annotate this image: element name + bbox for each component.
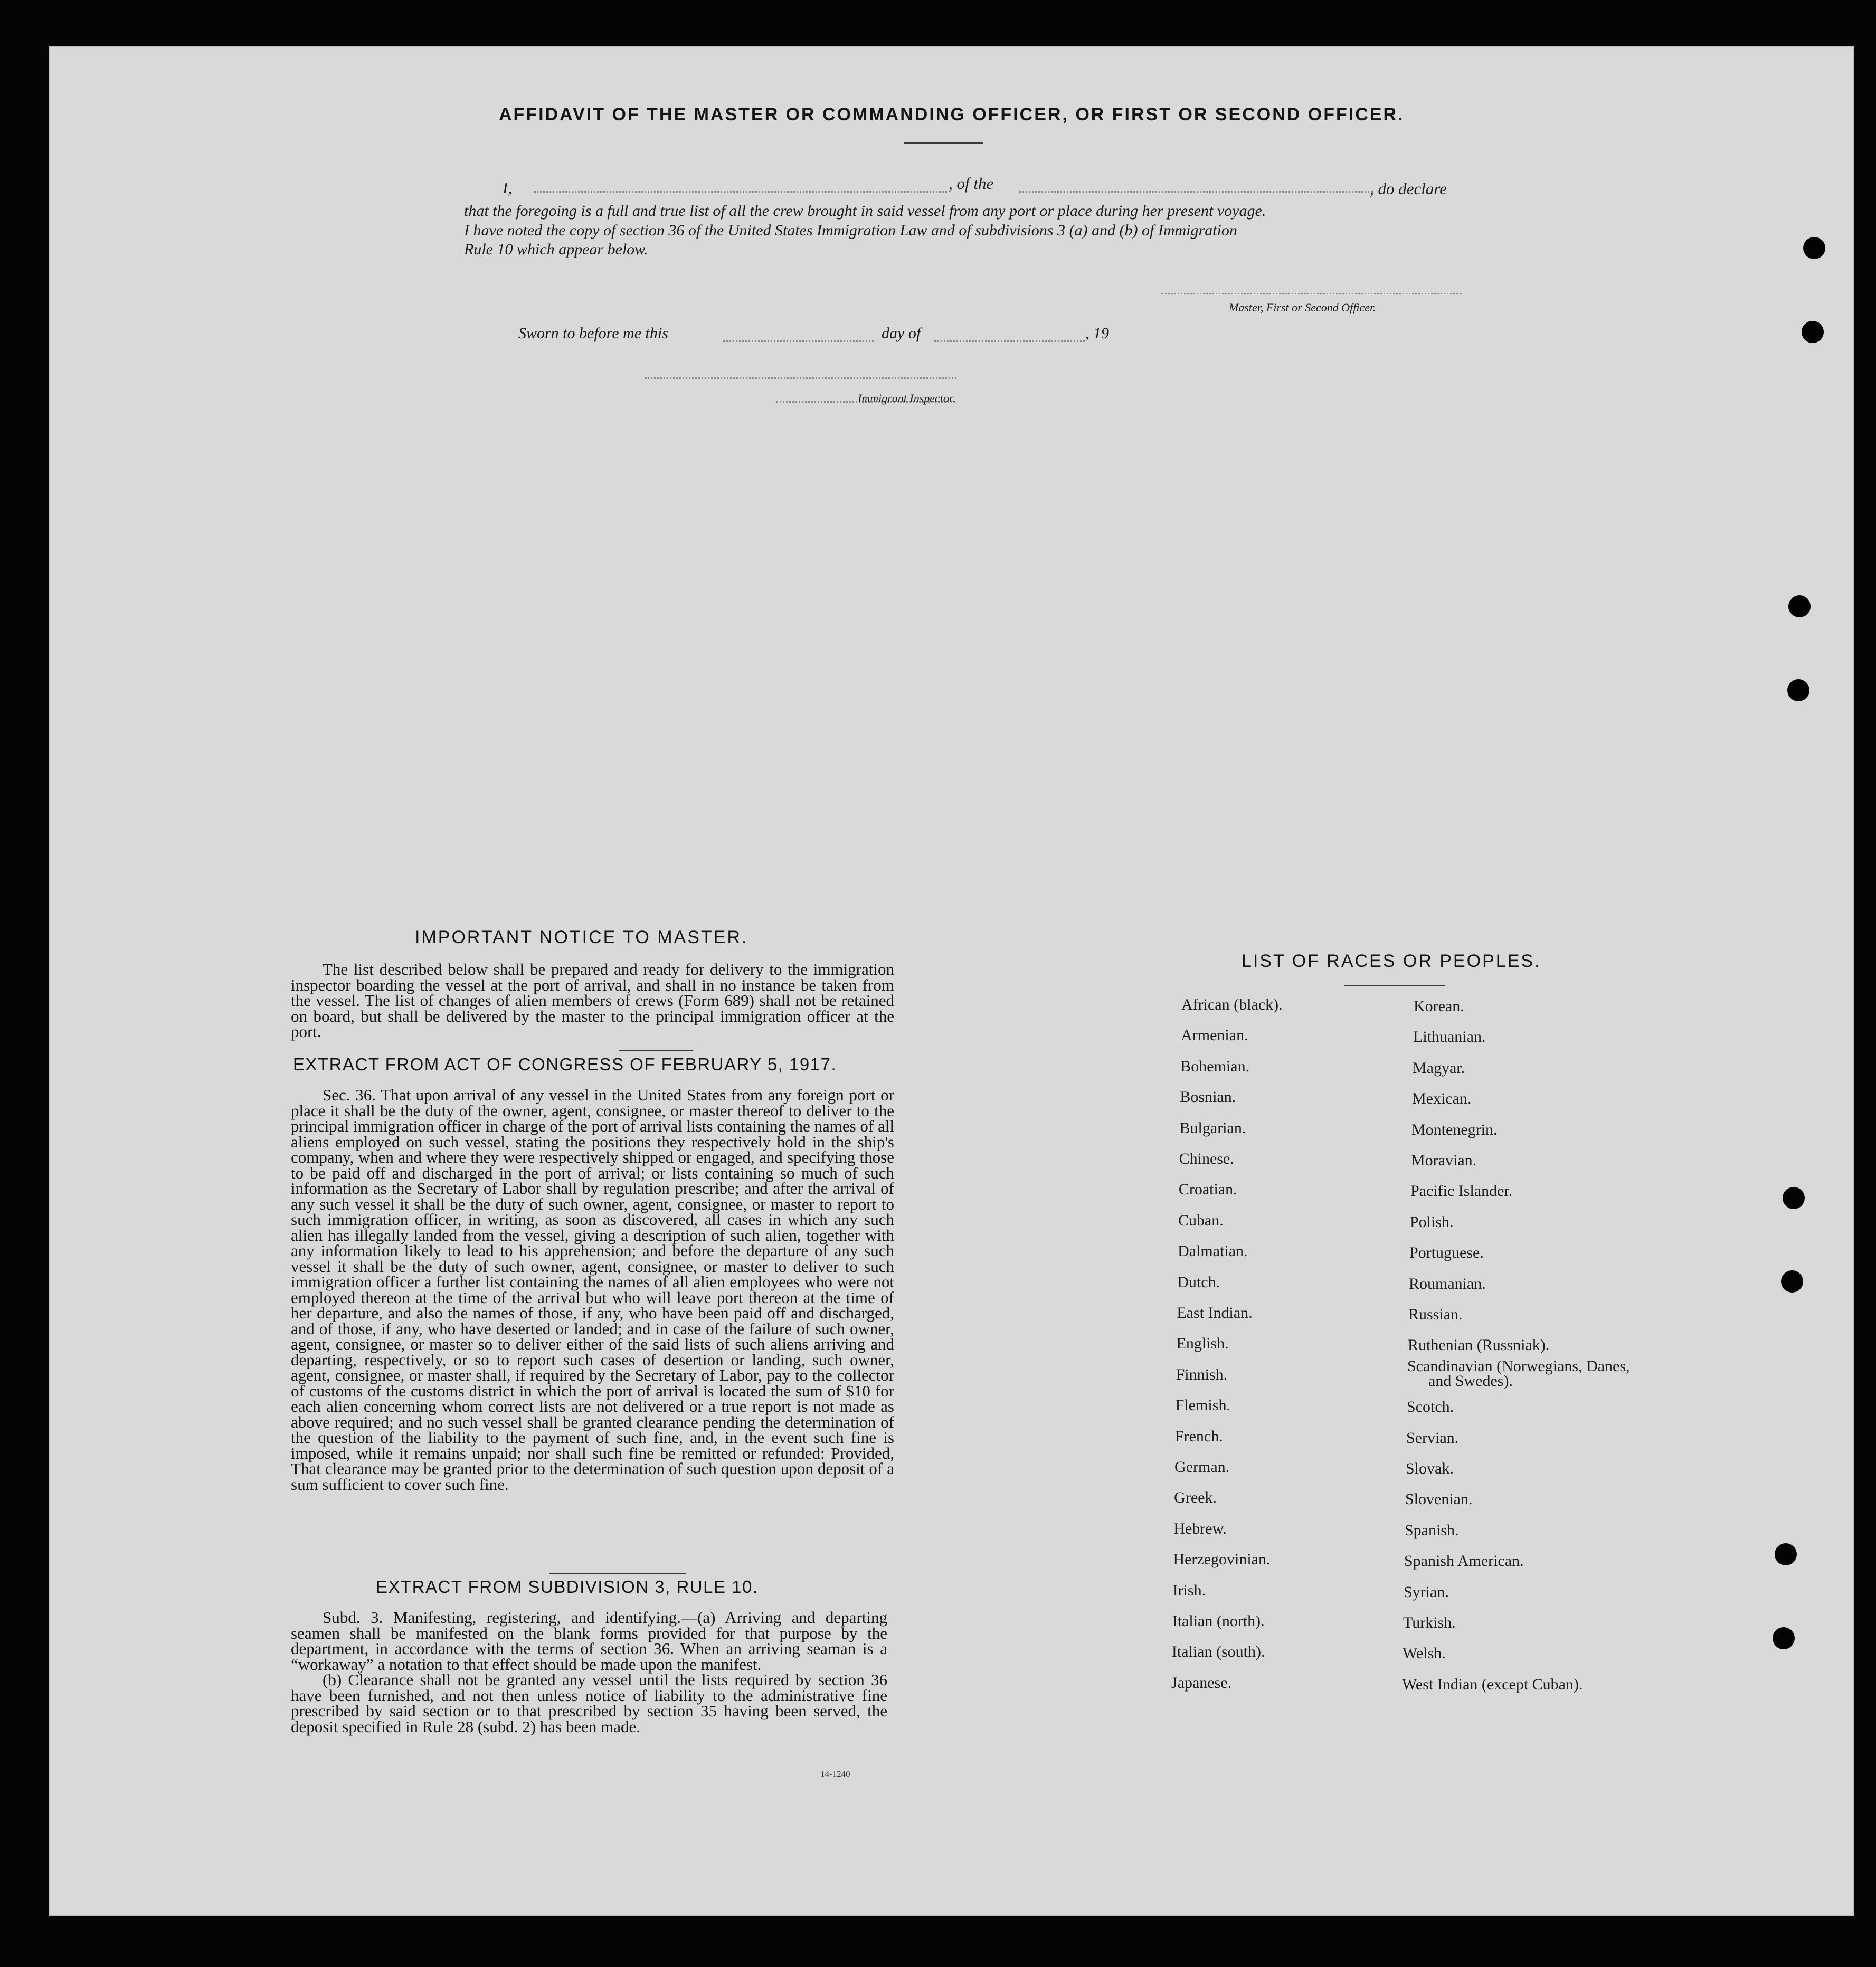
- punch-hole: [1803, 237, 1825, 259]
- affidavit-i-label: I,: [503, 178, 513, 197]
- race-item: Russian.: [1408, 1306, 1463, 1323]
- vessel-field[interactable]: [1019, 191, 1373, 193]
- sworn-month-field[interactable]: [934, 340, 1085, 342]
- master-signature-label: Master, First or Second Officer.: [1229, 301, 1376, 314]
- race-item: Welsh.: [1403, 1645, 1446, 1662]
- races-title: LIST OF RACES OR PEOPLES.: [1242, 951, 1541, 971]
- race-item: English.: [1176, 1335, 1229, 1353]
- race-item: Ruthenian (Russniak).: [1408, 1336, 1550, 1354]
- race-item: Syrian.: [1404, 1583, 1449, 1601]
- race-item: Greek.: [1174, 1489, 1217, 1507]
- affidavit-declare-label: , do declare: [1370, 179, 1447, 198]
- race-item: Roumanian.: [1409, 1275, 1486, 1293]
- race-item: Magyar.: [1413, 1059, 1465, 1077]
- punch-hole: [1775, 1543, 1797, 1565]
- title-rule: [904, 142, 983, 144]
- races-rule: [1344, 985, 1445, 986]
- sworn-label: Sworn to before me this: [518, 325, 668, 342]
- race-item: Lithuanian.: [1413, 1028, 1486, 1046]
- act-title: EXTRACT FROM ACT OF CONGRESS OF FEBRUARY 5, 1917.: [293, 1054, 837, 1074]
- master-signature-field[interactable]: [1161, 293, 1462, 294]
- race-item: Flemish.: [1175, 1396, 1230, 1414]
- name-field[interactable]: [534, 191, 947, 193]
- race-item: Dalmatian.: [1178, 1242, 1248, 1260]
- notice-text: [291, 962, 894, 1040]
- race-item: Irish.: [1172, 1581, 1206, 1599]
- race-item: Spanish.: [1405, 1521, 1459, 1539]
- notice-paragraph: The list described below shall be prepared and ready for delivery to the immigration inspector boarding the vessel at the port of arrival, and shall in no instance be taken from the vessel. The list of changes of alien members of crews (Form 689) shall not be retained on board, but shall be delivered by the master to the principal immigration officer at the port.: [291, 960, 894, 1041]
- affidavit-title: AFFIDAVIT OF THE MASTER OR COMMANDING OFFICER, OR FIRST OR SECOND OFFICER.: [499, 104, 1405, 125]
- race-item: Moravian.: [1411, 1152, 1477, 1169]
- race-item: Croatian.: [1178, 1181, 1237, 1199]
- race-item: Korean.: [1414, 997, 1464, 1015]
- affidavit-of-the-label: , of the: [949, 174, 994, 193]
- race-item: Scandinavian (Norwegians, Danes, and Swedes).: [1407, 1357, 1630, 1390]
- rule-paragraph-b: (b) Clearance shall not be granted any vessel until the lists required by section 36 have been furnished, and not then unless notice of liability to the administrative fine prescribed by said section or to that prescribed by section 35 having been served, the deposit specified in Rule 28 (subd. 2) has been made.: [291, 1670, 887, 1736]
- rule-title: EXTRACT FROM SUBDIVISION 3, RULE 10.: [376, 1577, 759, 1597]
- rule-paragraph-a: Subd. 3. Manifesting, registering, and identifying.—(a) Arriving and departing seamen shall be manifested on the blank forms provided for that purpose by the department, in accordance with the terms of section 36. When an arriving seaman is a “workaway” a notation to that effect should be made upon the manifest.: [291, 1608, 887, 1674]
- punch-hole: [1781, 1270, 1803, 1293]
- affidavit-line-4: Rule 10 which appear below.: [464, 241, 648, 258]
- race-item: Bulgarian.: [1179, 1119, 1246, 1137]
- rule-text: [291, 1610, 887, 1734]
- race-item: Finnish.: [1176, 1365, 1228, 1383]
- race-item: Servian.: [1406, 1429, 1459, 1447]
- race-item: Armenian.: [1181, 1027, 1248, 1044]
- race-item: Bosnian.: [1180, 1088, 1236, 1106]
- race-item: Spanish American.: [1404, 1552, 1524, 1570]
- day-of-label: day of: [882, 325, 921, 342]
- race-item: African (black).: [1181, 996, 1283, 1013]
- race-item: Polish.: [1410, 1213, 1454, 1231]
- act-paragraph: Sec. 36. That upon arrival of any vessel in the United States from any foreign port or place it shall be the duty of the owner, agent, consignee, or master thereof to deliver to the principal immigration officer in charge of the port of arrival lists containing the names of all aliens employed on such vessel, stating the positions they respectively hold in the ship's company, when and where they were respectively shipped or engaged, and specifying those to be paid off and discharged in the port of arrival; or lists containing so much of such information as the Secretary of Labor shall by regulation prescribe; and after the arrival of any such vessel it shall be the duty of such owner, agent, consignee, or master to report to such immigration officer, in writing, as soon as discovered, all cases in which any such alien has illegally landed from the vessel, giving a description of such alien, together with any information likely to lead to his apprehension; and before the departure of any such vessel it shall be the duty of such owner, agent, consignee, or master to deliver to such immigration officer a further list containing the names of all alien employees who were not employed thereon at the time of the arrival but who will leave port thereon at the time of her departure, and also the names of those, if any, who have been paid off and discharged, and of those, if any, who have deserted or landed; and in case of the failure of such owner, agent, consignee, or master so to deliver either of the said lists of such aliens arriving and departing, respectively, or so to report such cases of desertion or landing, such owner, agent, consignee, or master shall, if required by the Secretary of Labor, pay to the collector of customs of the customs district in which the port of arrival is located the sum of $10 for each alien concerning whom correct lists are not delivered or a true report is not made as above required; and no such vessel shall be granted clearance pending the determination of the question of the liability to the payment of such fine, and, in the event such fine is imposed, while it remains unpaid; nor shall such fine be remitted or refunded: Provided, That clearance may be granted prior to the determination of such question upon deposit of a sum sufficient to cover such fine.: [291, 1086, 894, 1494]
- race-item: Mexican.: [1412, 1090, 1472, 1108]
- race-item: Portuguese.: [1409, 1244, 1484, 1262]
- race-item: Cuban.: [1178, 1211, 1224, 1229]
- act-rule: [549, 1573, 686, 1574]
- notice-rule: [619, 1050, 693, 1051]
- race-item: Italian (south).: [1171, 1643, 1265, 1661]
- race-item: Scotch.: [1407, 1398, 1454, 1416]
- inspector-signature-field[interactable]: [645, 377, 956, 379]
- sworn-day-field[interactable]: [723, 340, 874, 342]
- act-text: [291, 1087, 894, 1492]
- year-label: , 19: [1085, 325, 1109, 342]
- race-item: Italian (north).: [1172, 1612, 1265, 1630]
- race-item: French.: [1174, 1427, 1223, 1445]
- race-item: Turkish.: [1403, 1614, 1456, 1631]
- race-item: Chinese.: [1179, 1150, 1234, 1167]
- punch-hole: [1802, 321, 1824, 343]
- punch-hole: [1783, 1187, 1805, 1209]
- punch-hole: [1773, 1627, 1795, 1649]
- inspector-label: Immigrant Inspector.: [858, 392, 955, 405]
- race-item: Slovenian.: [1405, 1490, 1473, 1508]
- race-item: Slovak.: [1406, 1460, 1454, 1477]
- notice-title: IMPORTANT NOTICE TO MASTER.: [415, 927, 748, 947]
- race-item: Montenegrin.: [1411, 1120, 1498, 1138]
- form-number: 14-1240: [820, 1769, 850, 1779]
- affidavit-line-3: I have noted the copy of section 36 of the United States Immigration Law and of subdivisions 3 (a) and (b) of Immigration: [464, 222, 1237, 239]
- race-item: West Indian (except Cuban).: [1402, 1675, 1583, 1693]
- race-item: Hebrew.: [1173, 1519, 1227, 1537]
- race-item: German.: [1174, 1458, 1230, 1476]
- race-item: Pacific Islander.: [1410, 1182, 1513, 1200]
- race-item: Herzegovinian.: [1173, 1551, 1271, 1569]
- punch-hole: [1788, 595, 1811, 617]
- affidavit-line-2: that the foregoing is a full and true list of all the crew brought in said vessel from any port or place during her present voyage.: [464, 202, 1266, 220]
- race-item: Bohemian.: [1180, 1057, 1250, 1075]
- punch-hole: [1787, 679, 1809, 701]
- race-item: Dutch.: [1177, 1273, 1220, 1291]
- race-item: Japanese.: [1171, 1674, 1232, 1692]
- race-item: East Indian.: [1177, 1304, 1253, 1322]
